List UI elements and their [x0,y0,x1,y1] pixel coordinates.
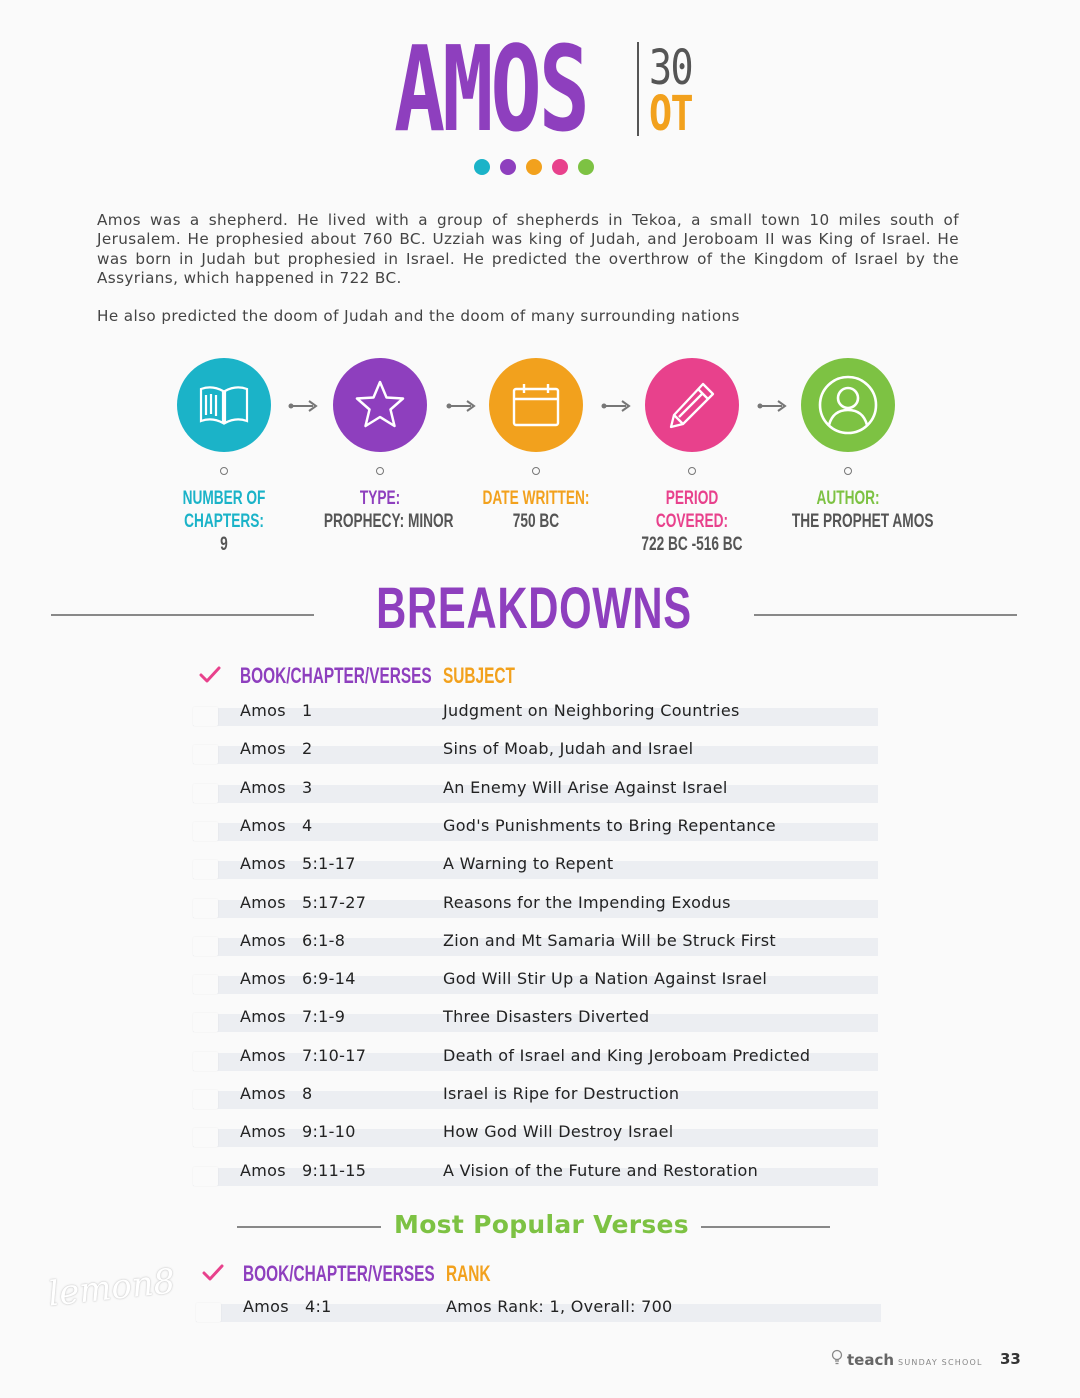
row-subject: A Vision of the Future and Restoration [443,1160,759,1180]
row-rank: Amos Rank: 1, Overall: 700 [446,1297,673,1316]
row-reference: Amos 6:9-14 [240,969,356,989]
row-checkbox[interactable] [193,1052,218,1071]
row-checkbox[interactable] [193,899,218,918]
ring-marker [220,467,228,475]
row-checkbox[interactable] [193,860,218,879]
testament-label: OT [649,86,693,142]
row-checkbox[interactable] [193,784,218,803]
dot-purple [500,159,516,175]
page-number: 33 [1000,1350,1021,1368]
info-label: NUMBER OF CHAPTERS: [182,488,266,532]
ring-marker [376,467,384,475]
row-reference: Amos 9:11-15 [240,1160,367,1180]
book-icon [198,383,250,427]
info-label: DATE WRITTEN: [482,488,590,509]
popular-title: Most Popular Verses [394,1210,689,1239]
row-checkbox[interactable] [193,1090,218,1109]
col-header-subject: SUBJECT [443,663,515,688]
info-value: 722 BC -516 BC [641,534,743,555]
col-header-ref: BOOK/CHAPTER/VERSES [243,1261,435,1286]
row-checkbox[interactable] [193,745,218,764]
row-subject: Reasons for the Impending Exodus [443,892,731,912]
table-row [193,739,878,764]
intro-paragraph: He also predicted the doom of Judah and the doom of many surrounding nations [97,307,740,326]
info-value: 9 [220,534,228,555]
title-divider [637,42,639,136]
row-reference: Amos 8 [240,1084,313,1103]
table-row [196,1297,881,1322]
circle-author [801,358,895,452]
ring-marker [532,467,540,475]
info-value: THE PROPHET AMOS [791,511,934,532]
footer-brand [831,1349,983,1369]
row-checkbox[interactable] [193,822,218,841]
star-icon [353,379,407,431]
row-reference: Amos 9:1-10 [240,1122,356,1142]
row-reference: Amos 1 [240,701,313,720]
pencil-icon [667,380,717,430]
row-checkbox[interactable] [193,1128,218,1147]
row-checkbox[interactable] [193,707,218,726]
info-author [770,358,934,533]
row-checkbox[interactable] [196,1303,221,1322]
table-row [193,815,878,841]
table-row [193,777,878,803]
table-row [193,701,878,726]
check-icon [199,666,221,684]
info-value: PROPHECY: MINOR [323,511,454,532]
row-reference: Amos 5:17-27 [240,892,367,912]
info-period [614,358,770,556]
row-subject: How God Will Destroy Israel [443,1122,674,1142]
intro-text [97,211,959,345]
watermark-logo: lemon8 [46,1261,177,1315]
row-subject: Zion and Mt Samaria Will be Struck First [443,930,776,950]
row-checkbox[interactable] [193,937,218,956]
table-row [193,1007,878,1032]
col-header-ref: BOOK/CHAPTER/VERSES [240,663,432,688]
row-subject: God's Punishments to Bring Repentance [443,815,776,835]
row-reference: Amos 5:1-17 [240,854,356,874]
brand-name: teach [847,1351,895,1369]
table-row [193,969,878,994]
table-row [193,1084,878,1109]
table-row [193,1045,878,1071]
row-reference: Amos 7:10-17 [240,1045,367,1065]
row-reference: Amos 6:1-8 [240,930,346,950]
table-row [193,854,878,879]
info-date [458,358,614,533]
book-title: AMOS [394,20,588,158]
info-label: TYPE: [359,488,401,509]
info-label: PERIOD COVERED: [655,488,729,532]
row-subject: Israel is Ripe for Destruction [443,1084,680,1103]
dot-orange [526,159,542,175]
user-icon [817,374,879,436]
circle-period [645,358,739,452]
row-subject: Judgment on Neighboring Countries [443,701,740,720]
row-subject: A Warning to Repent [443,854,614,874]
table-row [193,892,878,918]
table-row [193,930,878,956]
dot-green [578,159,594,175]
ring-marker [844,467,852,475]
intro-paragraph: Amos was a shepherd. He lived with a group of shepherds in Tekoa, a small town 10 miles south of Jerusalem. He prophesied about 760 BC. Uzziah was king of Judah, and Jeroboam II was King of Israel. He was born in Judah but prophesied in Israel. He predicted the overthrow of the Kingdom of Israel by the Assyrians, which happened in 722 BC. [97,211,959,287]
row-checkbox[interactable] [193,1013,218,1032]
circle-date [489,358,583,452]
color-dots [474,159,594,175]
bulb-icon [831,1349,843,1365]
table-row [193,1122,878,1147]
table-row [193,1160,878,1186]
book-number: 30 [649,40,693,96]
row-reference: Amos 4 [240,815,313,835]
info-label: AUTHOR: [816,488,880,509]
row-subject: Sins of Moab, Judah and Israel [443,739,694,759]
row-reference: Amos 4:1 [243,1297,332,1316]
col-header-rank: RANK [446,1261,491,1286]
row-subject: An Enemy Will Arise Against Israel [443,777,728,797]
row-reference: Amos 2 [240,739,313,759]
dot-teal [474,159,490,175]
row-subject: God Will Stir Up a Nation Against Israel [443,969,768,989]
row-reference: Amos 7:1-9 [240,1007,346,1027]
row-reference: Amos 3 [240,777,313,797]
row-checkbox[interactable] [193,1167,218,1186]
row-subject: Death of Israel and King Jeroboam Predicted [443,1045,811,1065]
dot-pink [552,159,568,175]
brand-subtitle: SUNDAY SCHOOL [898,1358,983,1367]
info-chapters [146,358,302,556]
row-subject: Three Disasters Diverted [443,1007,650,1027]
info-type [302,358,458,533]
row-checkbox[interactable] [193,975,218,994]
ring-marker [688,467,696,475]
circle-chapters [177,358,271,452]
check-icon [202,1264,224,1282]
info-value: 750 BC [512,511,560,532]
breakdowns-title: BREAKDOWNS [376,576,692,641]
calendar-icon [511,382,561,428]
circle-type [333,358,427,452]
